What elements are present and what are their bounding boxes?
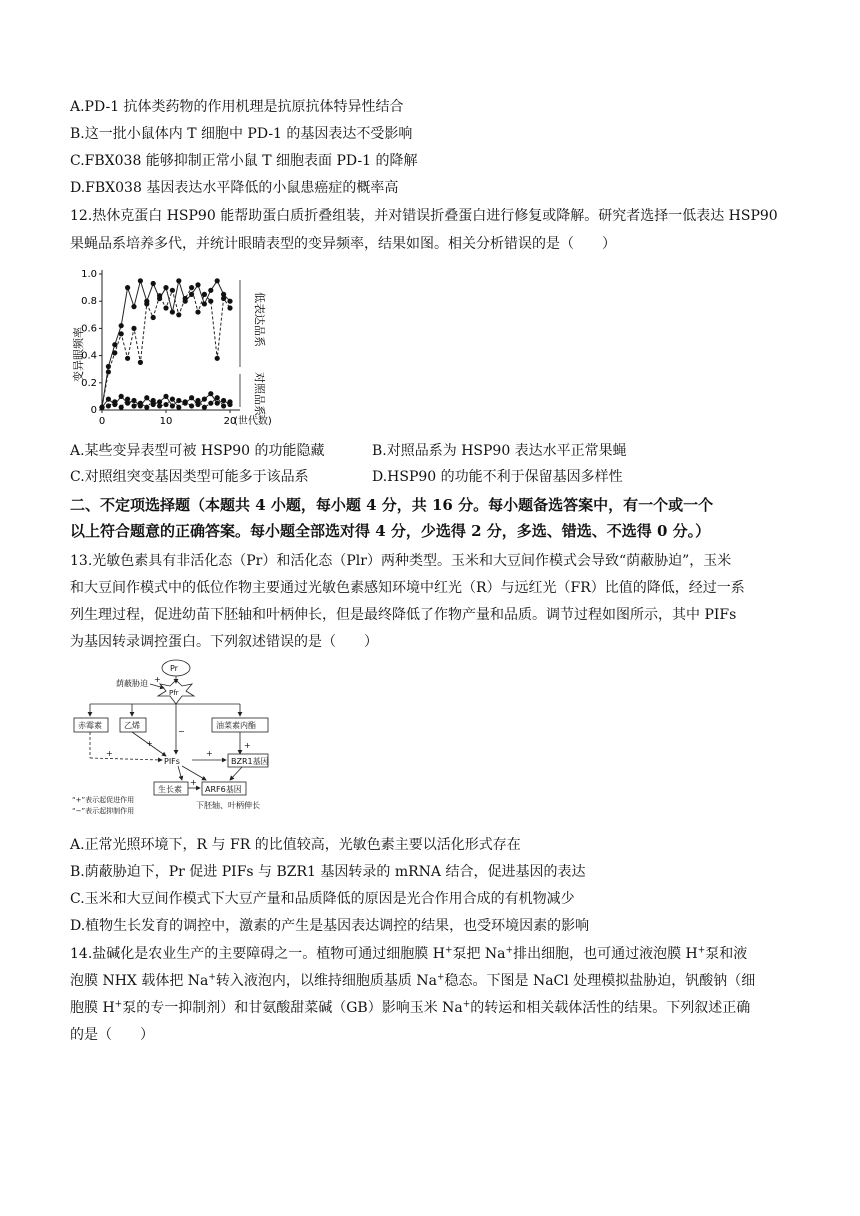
auxin-label: 生长素 xyxy=(158,785,182,794)
data-point xyxy=(119,323,124,328)
q12-stem-line2: 果蝇品系培养多代，并统计眼睛表型的变异频率，结果如图。相关分析错误的是（ ） xyxy=(70,236,616,252)
q12-option-c: C.对照组突变基因类型可能多于该品系 xyxy=(70,469,309,485)
data-point xyxy=(131,398,136,403)
y-tick-label: 1.0 xyxy=(81,269,97,280)
arf6-label: ARF6基因 xyxy=(205,785,242,794)
data-point xyxy=(144,301,149,306)
legend-low-expression: 低表达品系 xyxy=(253,292,266,347)
section2-heading-line1: 二、不定项选择题（本题共 4 小题，每小题 4 分，共 16 分。每小题备选答案中，有一个或一个 xyxy=(70,496,714,514)
q13-option-b: B.荫蔽胁迫下，Pr 促进 PIFs 与 BZR1 基因转录的 mRNA 结合，促进基因的表达 xyxy=(70,864,586,880)
q13-option-d: D.植物生长发育的调控中，激素的产生是基因表达调控的结果，也受环境因素的影响 xyxy=(70,918,590,934)
q13-option-a: A.正常光照环境下，R 与 FR 的比值较高，光敏色素主要以活化形式存在 xyxy=(70,837,521,853)
brassinosteroid-label: 油菜素内酯 xyxy=(216,721,256,730)
data-point xyxy=(195,282,200,287)
data-point xyxy=(131,304,136,309)
pifs-label: PIFs xyxy=(164,757,180,766)
pfr-minus: − xyxy=(178,727,185,736)
data-point xyxy=(112,399,117,404)
q11-option-b: B.这一批小鼠体内 T 细胞中 PD-1 的基因表达不受影响 xyxy=(70,126,413,142)
data-point xyxy=(170,288,175,293)
x-tick-label: 0 xyxy=(98,416,106,427)
brassinosteroid-plus: + xyxy=(244,741,251,750)
q13-stem-line1: 13.光敏色素具有非活化态（Pr）和活化态（Plr）两种类型。玉米和大豆间作模式会导致“荫蔽胁迫”，玉米 xyxy=(70,553,732,569)
q14-stem-line4: 的是（ ） xyxy=(70,1027,154,1043)
data-point xyxy=(106,397,111,402)
section2-heading-line2: 以上符合题意的正确答案。每小题全部选对得 4 分，少选得 2 分，多选、错选、不选得 0 分。） xyxy=(70,522,711,540)
y-tick-label: 0.4 xyxy=(81,350,97,362)
q13-stem-line3: 列生理过程，促进幼苗下胚轴和叶柄伸长，但是最终降低了作物产量和品质。调节过程如图所示，其中 PIFs xyxy=(70,607,737,623)
data-point xyxy=(144,405,149,410)
data-point xyxy=(208,299,213,304)
shade-plus: + xyxy=(154,675,161,684)
y-tick-label: 0.6 xyxy=(81,323,97,335)
y-tick-label: 0.8 xyxy=(81,296,97,308)
data-point xyxy=(163,402,168,407)
data-point xyxy=(183,399,188,404)
data-point xyxy=(215,395,220,400)
data-point xyxy=(189,403,194,408)
data-point xyxy=(170,397,175,402)
data-point xyxy=(202,405,207,410)
ethylene-label: 乙烯 xyxy=(124,721,140,730)
data-point xyxy=(227,305,232,310)
data-point xyxy=(131,326,136,331)
data-point xyxy=(176,405,181,410)
data-point xyxy=(119,394,124,399)
data-point xyxy=(208,391,213,396)
data-point xyxy=(125,285,130,290)
data-point xyxy=(221,403,226,408)
q14-stem-line1: 14.盐碱化是农业生产的主要障碍之一。植物可通过细胞膜 H+泵把 Na+排出细胞，也可通过液泡膜 H+泵和液 xyxy=(70,945,748,962)
shade-stress-label: 荫蔽胁迫 xyxy=(116,679,148,688)
data-point xyxy=(163,394,168,399)
data-point xyxy=(163,305,168,310)
data-point xyxy=(202,301,207,306)
q13-option-c: C.玉米和大豆间作模式下大豆产量和品质降低的原因是光合作用合成的有机物减少 xyxy=(70,891,575,907)
data-point xyxy=(170,403,175,408)
data-point xyxy=(221,296,226,301)
data-point xyxy=(151,281,156,286)
y-tick-label: 0.2 xyxy=(81,377,97,389)
q14-stem-line3: 胞膜 H+泵的专一抑制剂）和甘氨酸甜菜碱（GB）影响玉米 Na+的转运和相关载体活性的结果。下列叙述正确 xyxy=(70,999,751,1016)
data-point xyxy=(215,401,220,406)
chart-ylabel: 变异眼频率 xyxy=(72,327,85,382)
pfr-label: Pfr xyxy=(169,689,179,697)
q11-option-d: D.FBX038 基因表达水平降低的小鼠患癌症的概率高 xyxy=(70,180,399,196)
q12-option-d: D.HSP90 的功能不利于保留基因多样性 xyxy=(372,469,623,485)
gibberellin-label: 赤霉素 xyxy=(78,721,102,730)
q13-stem-line2: 和大豆间作模式中的低位作物主要通过光敏色素感知环境中红光（R）与远红光（FR）比值的降低，经过一系 xyxy=(70,580,745,596)
data-point xyxy=(106,369,111,374)
data-point xyxy=(176,398,181,403)
data-point xyxy=(138,401,143,406)
auxin-arf6-plus: + xyxy=(190,778,197,787)
ethylene-plus: + xyxy=(146,739,153,748)
data-point xyxy=(227,299,232,304)
data-point xyxy=(163,285,168,290)
data-point xyxy=(157,293,162,298)
result-label: 下胚轴、叶柄伸长 xyxy=(196,801,260,810)
data-point xyxy=(208,401,213,406)
data-point xyxy=(99,405,104,410)
data-point xyxy=(202,292,207,297)
data-point xyxy=(227,399,232,404)
data-point xyxy=(189,285,194,290)
data-point xyxy=(138,360,143,365)
q14-stem-line2: 泡膜 NHX 载体把 Na+转入液泡内，以维持细胞质基质 Na+稳态。下图是 NaCl 处理模拟盐胁迫，钒酸钠（细 xyxy=(70,972,756,989)
chart-xlabel: (世代数) xyxy=(234,416,272,427)
data-point xyxy=(119,331,124,336)
legend-minus: “−”表示起抑制作用 xyxy=(72,807,135,815)
data-point xyxy=(208,288,213,293)
data-point xyxy=(176,312,181,317)
data-point xyxy=(195,309,200,314)
data-point xyxy=(106,403,111,408)
data-point xyxy=(189,395,194,400)
pr-label: Pr xyxy=(170,664,178,673)
data-point xyxy=(144,395,149,400)
x-tick-label: 10 xyxy=(159,416,173,427)
data-point xyxy=(176,278,181,283)
q12-chart xyxy=(70,262,290,432)
pifs-bzr1-plus: + xyxy=(206,749,213,758)
data-point xyxy=(151,315,156,320)
x-tick-label: 20 xyxy=(223,416,237,427)
q12-option-a: A.某些变异表型可被 HSP90 的功能隐藏 xyxy=(70,443,325,459)
bzr1-label: BZR1基因 xyxy=(231,757,269,766)
data-point xyxy=(138,278,143,283)
data-point xyxy=(119,405,124,410)
q11-option-c: C.FBX038 能够抑制正常小鼠 T 细胞表面 PD-1 的降解 xyxy=(70,153,418,169)
data-point xyxy=(170,309,175,314)
data-point xyxy=(183,296,188,301)
q13-stem-line4: 为基因转录调控蛋白。下列叙述错误的是（ ） xyxy=(70,634,378,650)
data-point xyxy=(215,356,220,361)
data-point xyxy=(125,397,130,402)
gibberellin-plus: + xyxy=(106,749,113,758)
legend-control: 对照品系 xyxy=(253,372,266,416)
y-tick-label: 0 xyxy=(90,405,97,416)
q12-option-b: B.对照品系为 HSP90 表达水平正常果蝇 xyxy=(372,443,627,459)
q12-stem-line1: 12.热休克蛋白 HSP90 能帮助蛋白质折叠组装，并对错误折叠蛋白进行修复或降解。研究者选择一低表达 HSP90 xyxy=(70,208,778,224)
data-point xyxy=(195,398,200,403)
q13-diagram xyxy=(70,656,290,816)
data-point xyxy=(112,350,117,355)
data-point xyxy=(131,403,136,408)
legend-plus: “+”表示起促进作用 xyxy=(72,796,135,804)
data-point xyxy=(202,397,207,402)
q11-option-a: A.PD-1 抗体类药物的作用机理是抗原抗体特异性结合 xyxy=(70,99,404,115)
data-point xyxy=(157,403,162,408)
data-point xyxy=(125,356,130,361)
data-point xyxy=(151,398,156,403)
data-point xyxy=(215,278,220,283)
data-point xyxy=(221,398,226,403)
